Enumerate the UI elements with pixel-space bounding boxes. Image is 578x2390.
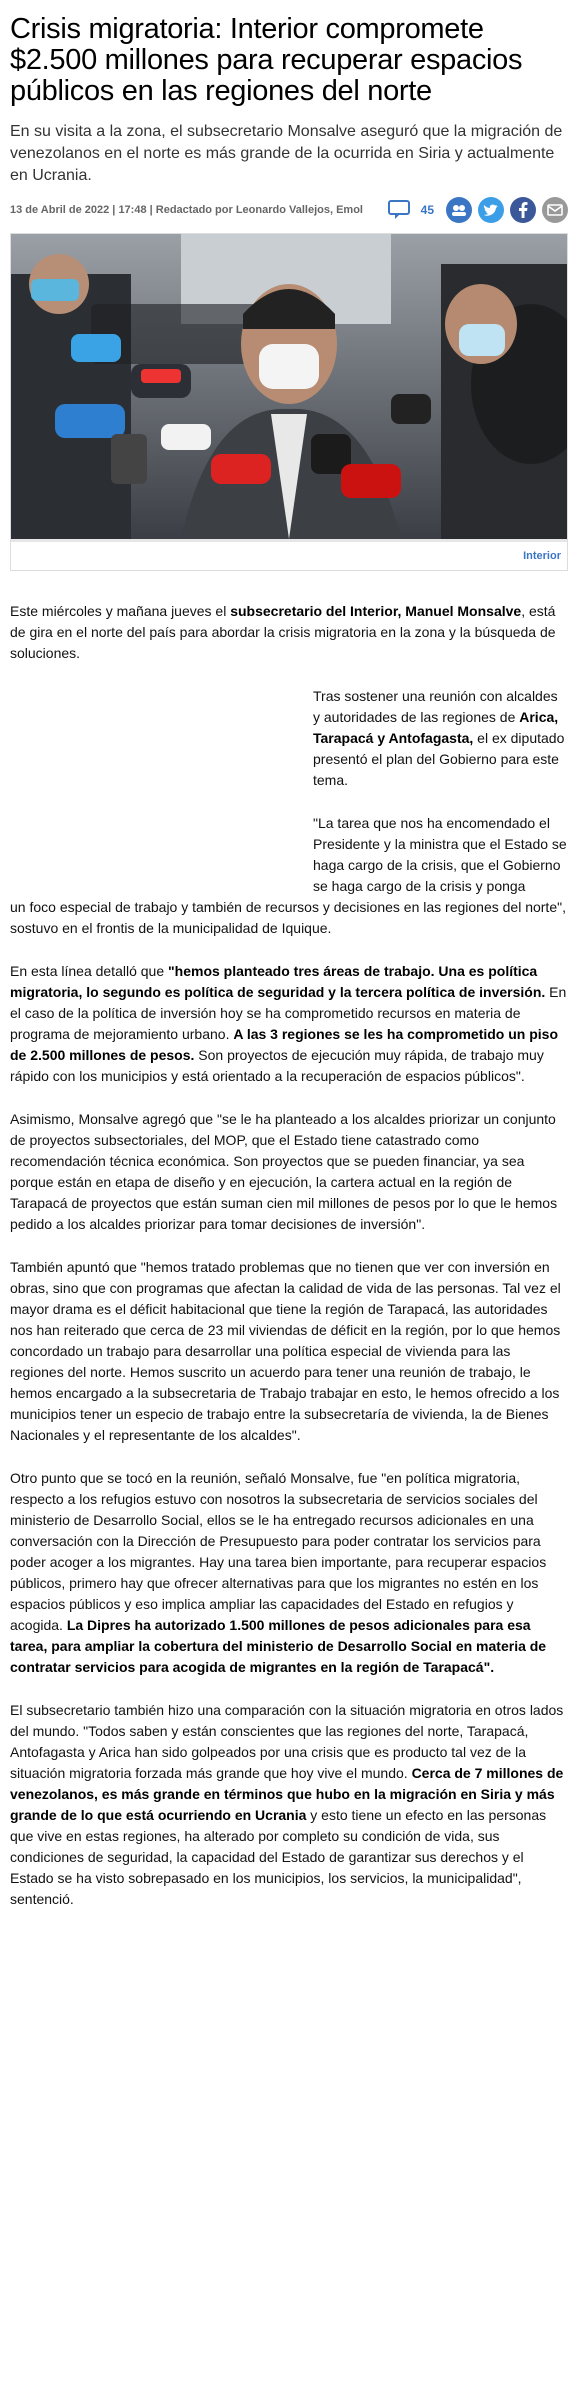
article-photo	[11, 234, 567, 539]
email-icon[interactable]	[542, 197, 568, 223]
paragraph-1	[10, 601, 568, 664]
twitter-icon[interactable]	[478, 197, 504, 223]
paragraph-2	[313, 686, 568, 791]
bold-run: Arica, Tarapacá y Antofagasta,	[313, 709, 559, 746]
text-run: Otro punto que se tocó en la reunión, señaló Monsalve, fue "en política migratoria, respecto a los refugios estuvo con nosotros la subsecretaria de servicios sociales del ministerio de Desarrollo Social, ellos se le ha entregado recursos adicionales en una conversación con la Dirección de Presupuesto para poder contratar los servicios para poder acoger a los migrantes. Hay una tarea bien importante, para recuperar espacios públicos, primero hay que ofrecer alternativas para que los migrantes no estén en los espacios públicos y eso implica ampliar las capacidades del Estado en refugios y acogida.	[10, 1470, 547, 1633]
text-run: En esta línea detalló que	[10, 963, 169, 979]
byline-row	[10, 197, 568, 223]
byline: 13 de Abril de 2022 | 17:48 | Redactado por Leonardo Vallejos, Emol	[10, 204, 363, 216]
photo-figure	[10, 233, 568, 571]
paragraph-3-start: "La tarea que nos ha encomendado el Presidente y la ministra que el Estado se haga cargo de la crisis, que el Gobierno se haga cargo de la crisis y ponga	[313, 815, 567, 894]
paragraph-8	[10, 1700, 568, 1910]
paragraph-4	[10, 961, 568, 1087]
text-run: , está de gira en el norte del país para abordar la crisis migratoria en la zona y la búsqueda de soluciones.	[10, 603, 556, 661]
paragraph-6: También apuntó que "hemos tratado problemas que no tienen que ver con inversión en obras, sino que con programas que afectan la calidad de vida de las personas. Tal vez el mayor drama es el déficit habitacional que tiene la región de Tarapacá, las autoridades nos han reiterado que cerca de 23 mil viviendas de déficit en la región, por lo que hemos concordado un trabajo para desarrollar una política especial de vivienda para las regiones del norte. Hemos suscrito un acuerdo para tener una reunión de trabajo, le hemos encargado a la subsecretaria de Trabajo trabajar en esto, le hemos ofrecido a los municipios tener un especio de trabajo entre la subsecretaría de vivienda, la de Bienes Nacionales y el representante de los alcaldes".	[10, 1259, 561, 1443]
article-title: Crisis migratoria: Interior compromete $2.500 millones para recuperar espacios públicos en las regiones del norte	[10, 13, 523, 107]
share-icon[interactable]	[446, 197, 472, 223]
paragraph-7	[10, 1468, 568, 1678]
indented-column	[10, 686, 568, 897]
text-run: El subsecretario también hizo una comparación con la situación migratoria en otros lados del mundo. "Todos saben y están conscientes que las regiones del norte, Tarapacá, Antofagasta y Arica han sido golpeados por una crisis que es producto tal vez de la situación migratoria forzada más grande que hoy vive el mundo.	[10, 1702, 564, 1781]
article-lead: En su visita a la zona, el subsecretario Monsalve aseguró que la migración de venezolanos en el norte es más grande de la ocurrida en Siria y actualmente en Ucrania.	[10, 123, 563, 184]
text-run: el ex diputado presentó el plan del Gobierno para este tema.	[313, 730, 565, 788]
social-bar	[387, 197, 568, 223]
paragraph-3-end: un foco especial de trabajo y también de recursos y decisiones en las regiones del norte", sostuvo en el frontis de la municipalidad de Iquique.	[10, 899, 566, 936]
text-run: y esto tiene un efecto en las personas que vive en estas regiones, ha alterado por completo su condición de vida, sus condiciones de seguridad, la capacidad del Estado de garantizar sus derechos y el Estado se ha visto sobrepasado en los municipios, los servicios, la municipalidad", sentenció.	[10, 1807, 547, 1907]
facebook-icon[interactable]	[510, 197, 536, 223]
text-run: Son proyectos de ejecución muy rápida, de trabajo muy rápido con los municipios y está orientado a la recuperación de espacios públicos".	[10, 1047, 544, 1084]
bold-run: "hemos planteado tres áreas de trabajo. Una es política migratoria, lo segundo es política de seguridad y la tercera política de inversión.	[10, 963, 546, 1000]
photo-caption: Interior	[11, 539, 567, 570]
bold-run: subsecretario del Interior, Manuel Monsalve	[230, 603, 522, 619]
paragraph-5: Asimismo, Monsalve agregó que "se le ha planteado a los alcaldes priorizar un conjunto de proyectos subsectoriales, del MOP, que el Estado tiene catastrado como recomendación técnica económica. Son proyectos que se pueden financiar, ya sea porque están en etapa de diseño y en ejecución, la cartera actual en la región de Tarapacá de proyectos que están suman cien mil millones de pesos por lo que le hemos pedido a los alcaldes priorizar para tomar decisiones de inversión".	[10, 1111, 558, 1232]
comment-count[interactable]: 45	[420, 203, 434, 217]
text-run: Tras sostener una reunión con alcaldes y autoridades de las regiones de	[313, 688, 558, 725]
article-body	[10, 601, 568, 1910]
comment-icon[interactable]	[387, 199, 413, 221]
bold-run: A las 3 regiones se les ha comprometido un piso de 2.500 millones de pesos.	[10, 1026, 559, 1063]
text-run: En el caso de la política de inversión hoy se ha comprometido recursos en materia de programa de mejoramiento urbano.	[10, 984, 567, 1042]
bold-run: Cerca de 7 millones de venezolanos, es más grande en términos que hubo en la migración en Siria y más grande de lo que está ocurriendo en Ucrania	[10, 1765, 564, 1823]
text-run: Este miércoles y mañana jueves el	[10, 603, 231, 619]
bold-run: La Dipres ha autorizado 1.500 millones de pesos adicionales para esa tarea, para ampliar la cobertura del ministerio de Desarrollo Social en materia de contratar servicios para acogida de migrantes en la región de Tarapacá".	[10, 1617, 547, 1675]
